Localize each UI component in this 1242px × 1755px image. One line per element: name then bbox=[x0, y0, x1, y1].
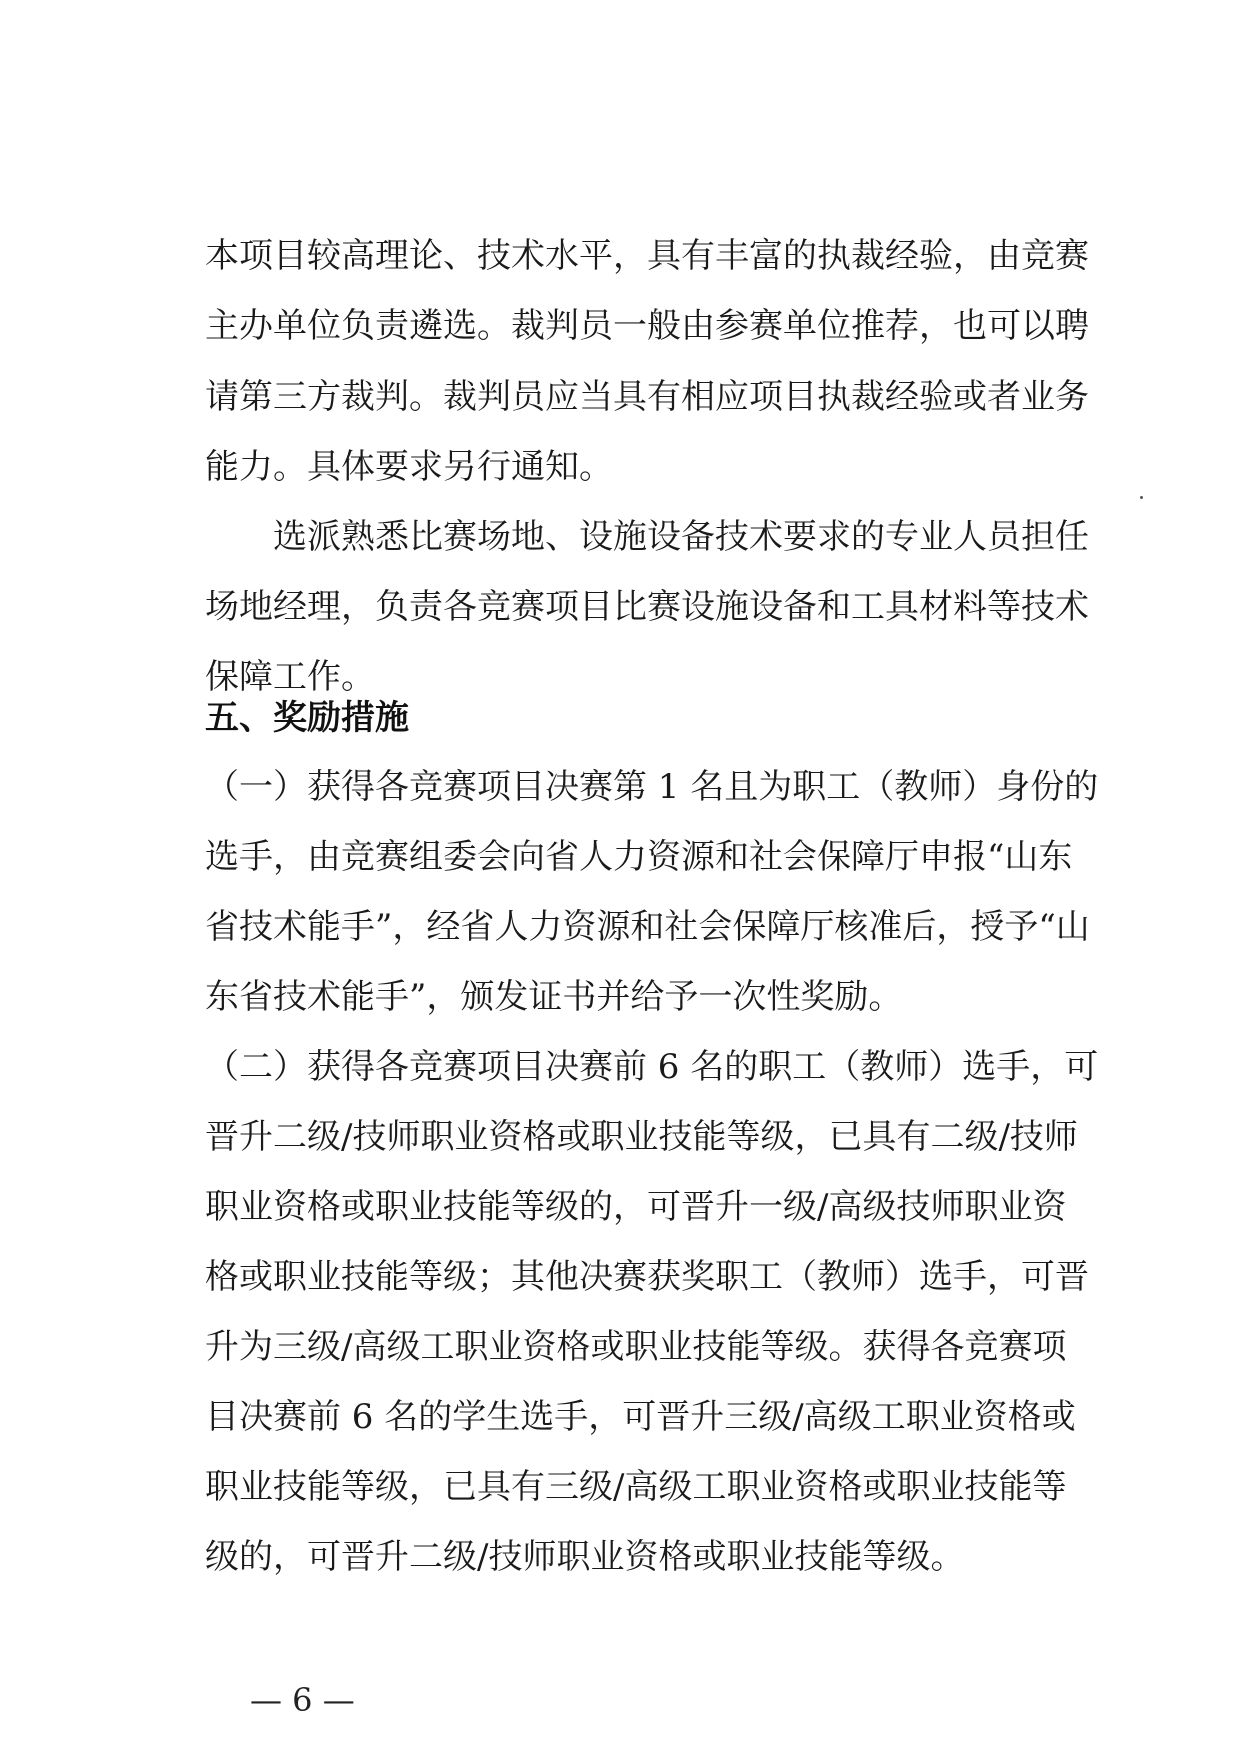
page-number: — 6 — bbox=[250, 1681, 355, 1719]
text-line: 东省技术能手”，颁发证书并给予一次性奖励。 bbox=[205, 977, 903, 1017]
text-line: 级的，可晋升二级/技师职业资格或职业技能等级。 bbox=[205, 1537, 965, 1577]
scan-speck bbox=[1140, 496, 1143, 499]
text-line: 选手，由竞赛组委会向省人力资源和社会保障厅申报“山东 bbox=[205, 837, 1073, 877]
text-line: 场地经理，负责各竞赛项目比赛设施设备和工具材料等技术 bbox=[205, 587, 1089, 627]
text-line: 格或职业技能等级；其他决赛获奖职工（教师）选手，可晋 bbox=[205, 1257, 1089, 1297]
text-line: （一）获得各竞赛项目决赛第 1 名且为职工（教师）身份的 bbox=[205, 767, 1099, 807]
text-line: 职业资格或职业技能等级的，可晋升一级/高级技师职业资 bbox=[205, 1187, 1067, 1227]
text-line: 主办单位负责遴选。裁判员一般由参赛单位推荐，也可以聘 bbox=[205, 306, 1089, 346]
text-line: 省技术能手”，经省人力资源和社会保障厅核准后，授予“山 bbox=[205, 907, 1090, 947]
text-line: 目决赛前 6 名的学生选手，可晋升三级/高级工职业资格或 bbox=[205, 1397, 1076, 1437]
text-line: 能力。具体要求另行通知。 bbox=[205, 447, 613, 487]
text-line: 本项目较高理论、技术水平，具有丰富的执裁经验，由竞赛 bbox=[205, 236, 1089, 276]
text-line: 选派熟悉比赛场地、设施设备技术要求的专业人员担任 bbox=[273, 517, 1089, 557]
section-heading: 五、奖励措施 bbox=[205, 698, 409, 738]
text-line: 晋升二级/技师职业资格或职业技能等级，已具有二级/技师 bbox=[205, 1117, 1078, 1157]
text-line: （二）获得各竞赛项目决赛前 6 名的职工（教师）选手，可 bbox=[205, 1047, 1099, 1087]
text-line: 请第三方裁判。裁判员应当具有相应项目执裁经验或者业务 bbox=[205, 377, 1089, 417]
text-line: 保障工作。 bbox=[205, 657, 375, 697]
text-line: 职业技能等级，已具有三级/高级工职业资格或职业技能等 bbox=[205, 1467, 1067, 1507]
text-line: 升为三级/高级工职业资格或职业技能等级。获得各竞赛项 bbox=[205, 1327, 1067, 1367]
